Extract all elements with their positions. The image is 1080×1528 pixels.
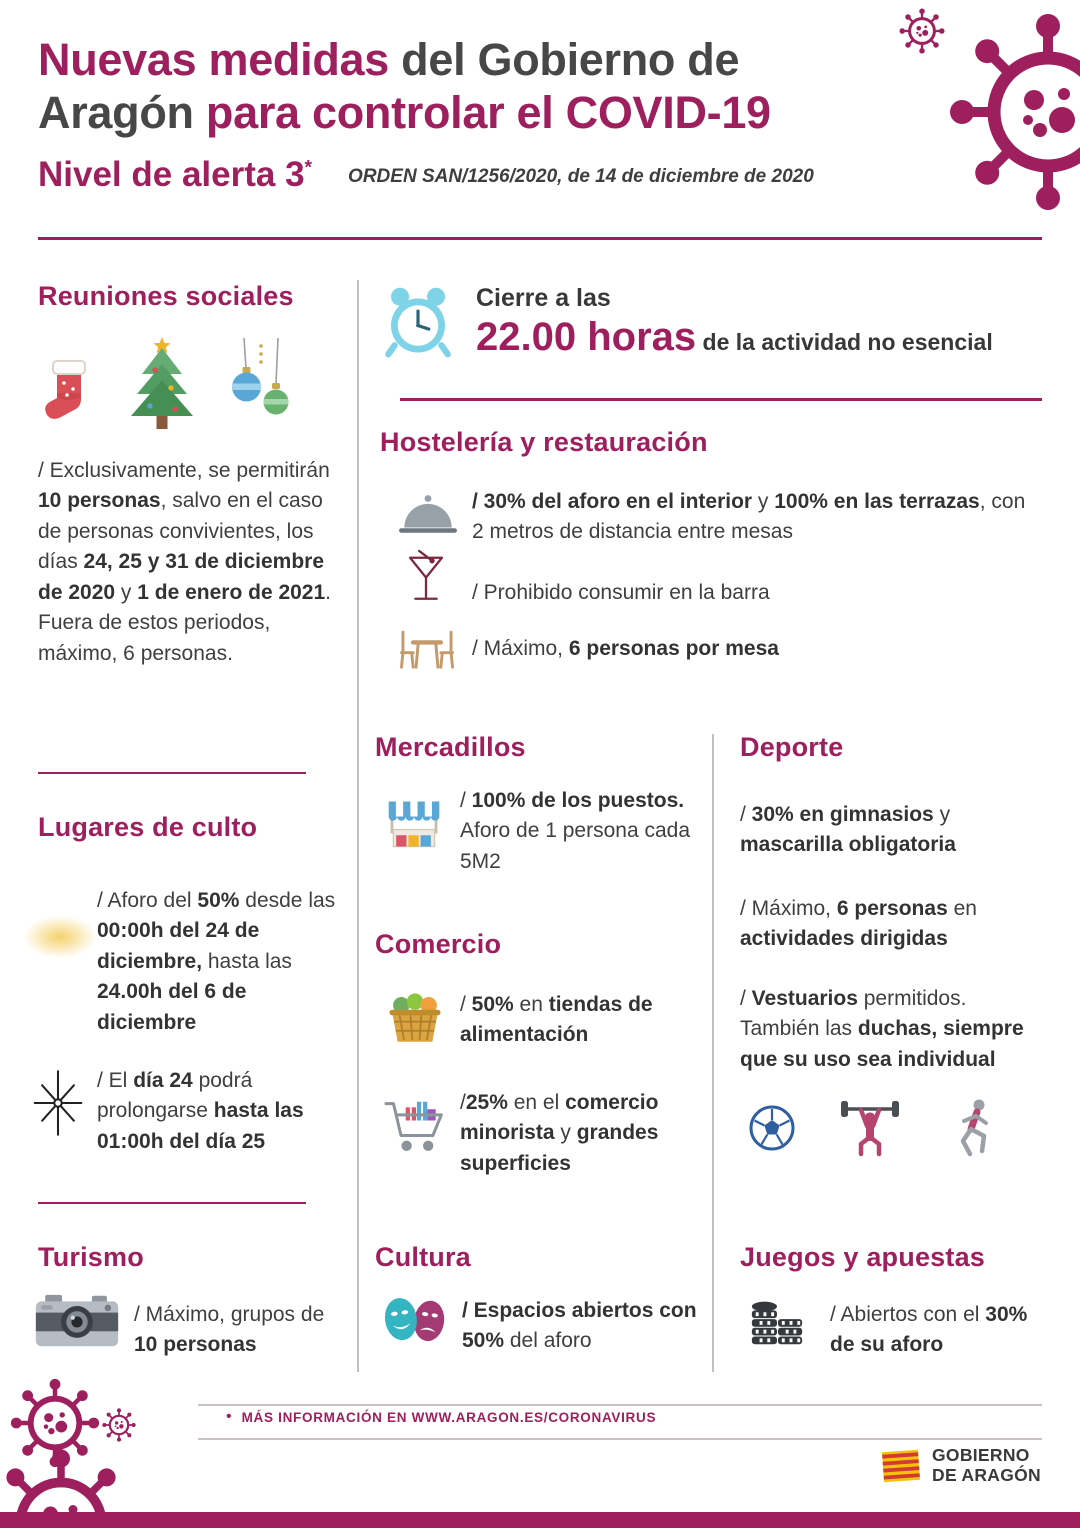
comercio-text-2: /25% en el comercio minorista y grandes superficies: [460, 1091, 659, 1175]
section-heading-hosteleria: Hostelería y restauración: [380, 427, 708, 457]
camera-icon: [34, 1292, 120, 1350]
footer-info-label: MÁS INFORMACIÓN EN: [241, 1409, 412, 1425]
comercio-text-1: / 50% en tiendas de alimentación: [460, 993, 653, 1047]
christmas-icons: [40, 328, 330, 436]
mercadillos-text: / 100% de los puestos. Aforo de 1 persona cada 5M2: [460, 789, 690, 873]
closure-intro: Cierre a las: [476, 284, 611, 312]
footer-divider-top: [198, 1404, 1042, 1406]
gobierno-aragon-label: GOBIERNO DE ARAGÓN: [932, 1445, 1041, 1485]
deporte-text-1: / 30% en gimnasios y mascarilla obligatoria: [740, 803, 956, 857]
poker-chips-icon: [748, 1292, 806, 1350]
hosteleria-text-2: / Prohibido consumir en la barra: [472, 581, 770, 604]
cultura-text: / Espacios abiertos con 50% del aforo: [462, 1299, 697, 1353]
bullet-icon: •: [226, 1408, 232, 1425]
bottom-bar: [0, 1512, 1080, 1528]
vertical-divider-main: [357, 280, 359, 1372]
header-divider: [38, 237, 1042, 240]
deporte-text-3: / Vestuarios permitidos. También las duchas, siempre que su uso sea individual: [740, 987, 1024, 1071]
turismo-text: / Máximo, grupos de 10 personas: [134, 1303, 325, 1357]
page-title: Nuevas medidas del Gobierno de Aragón para controlar el COVID-19: [38, 34, 771, 138]
weightlifting-icon: [838, 1097, 902, 1159]
alert-level: Nivel de alerta 3*: [38, 155, 313, 195]
theater-masks-icon: [378, 1294, 452, 1346]
section-heading-comercio: Comercio: [375, 929, 502, 959]
juegos-text: / Abiertos con el 30% de su aforo: [830, 1303, 1028, 1357]
vertical-divider-sub: [712, 734, 714, 1372]
ornaments-icon: [226, 338, 296, 436]
market-stall-icon: [384, 793, 444, 855]
section-heading-deporte: Deporte: [740, 732, 844, 762]
left-divider-2: [38, 1202, 306, 1204]
coronavirus-url[interactable]: WWW.ARAGON.ES/CORONAVIRUS: [411, 1409, 657, 1425]
gobierno-aragon-logo: [880, 1446, 1041, 1485]
closure-divider: [400, 398, 1042, 401]
virus-icon: [948, 12, 1080, 212]
star-sparkle-icon: [30, 1068, 86, 1138]
closure-time: 22.00 horas: [476, 315, 697, 359]
footer-info: [226, 1409, 656, 1425]
cocktail-icon: [404, 546, 448, 612]
hosteleria-text-3: / Máximo, 6 personas por mesa: [472, 637, 779, 660]
virus-icon: [102, 1408, 136, 1442]
section-heading-cultura: Cultura: [375, 1242, 471, 1272]
shopping-cart-icon: [383, 1098, 449, 1158]
header: [38, 34, 918, 195]
alarm-clock-icon: [382, 282, 454, 360]
reuniones-text: / Exclusivamente, se permitirán 10 personas, salvo en el caso de personas convivientes, los días 24, 25 y 31 de diciembre de 2020 y 1 de enero de 2021. Fuera de estos periodos, máximo, 6 personas.: [38, 459, 332, 665]
grocery-basket-icon: [384, 990, 446, 1046]
serving-dish-icon: [396, 492, 460, 537]
footer-divider-bottom: [198, 1438, 1042, 1440]
section-heading-juegos: Juegos y apuestas: [740, 1242, 986, 1272]
virus-icon: [899, 8, 945, 54]
aragon-flag-icon: [880, 1448, 922, 1484]
soccer-ball-icon: [748, 1104, 796, 1152]
culto-text-1: / Aforo del 50% desde las 00:00h del 24 de diciembre, hasta las 24.00h del 6 de diciembre: [97, 889, 336, 1034]
hosteleria-text-1: / 30% del aforo en el interior y 100% en las terrazas, con 2 metros de distancia entre mesas: [472, 490, 1026, 544]
left-divider-1: [38, 772, 306, 774]
order-reference: ORDEN SAN/1256/2020, de 14 de diciembre de 2020: [348, 166, 814, 188]
section-heading-culto: Lugares de culto: [38, 812, 258, 842]
sport-icons: [748, 1096, 1000, 1160]
alert-asterisk: *: [304, 157, 313, 179]
section-heading-mercadillos: Mercadillos: [375, 732, 526, 762]
candle-glow-icon: [24, 916, 96, 958]
section-heading-reuniones: Reuniones sociales: [38, 281, 294, 311]
section-heading-turismo: Turismo: [38, 1242, 144, 1272]
closure-detail: de la actividad no esencial: [696, 329, 993, 355]
christmas-tree-icon: [122, 334, 202, 436]
table-chairs-icon: [392, 626, 462, 672]
deporte-text-2: / Máximo, 6 personas en actividades dirigidas: [740, 897, 977, 951]
christmas-stocking-icon: [40, 354, 98, 436]
culto-text-2: / El día 24 podrá prolongarse hasta las 01:00h del día 25: [97, 1069, 304, 1153]
running-icon: [944, 1096, 1000, 1160]
closure-statement: [476, 284, 1046, 360]
